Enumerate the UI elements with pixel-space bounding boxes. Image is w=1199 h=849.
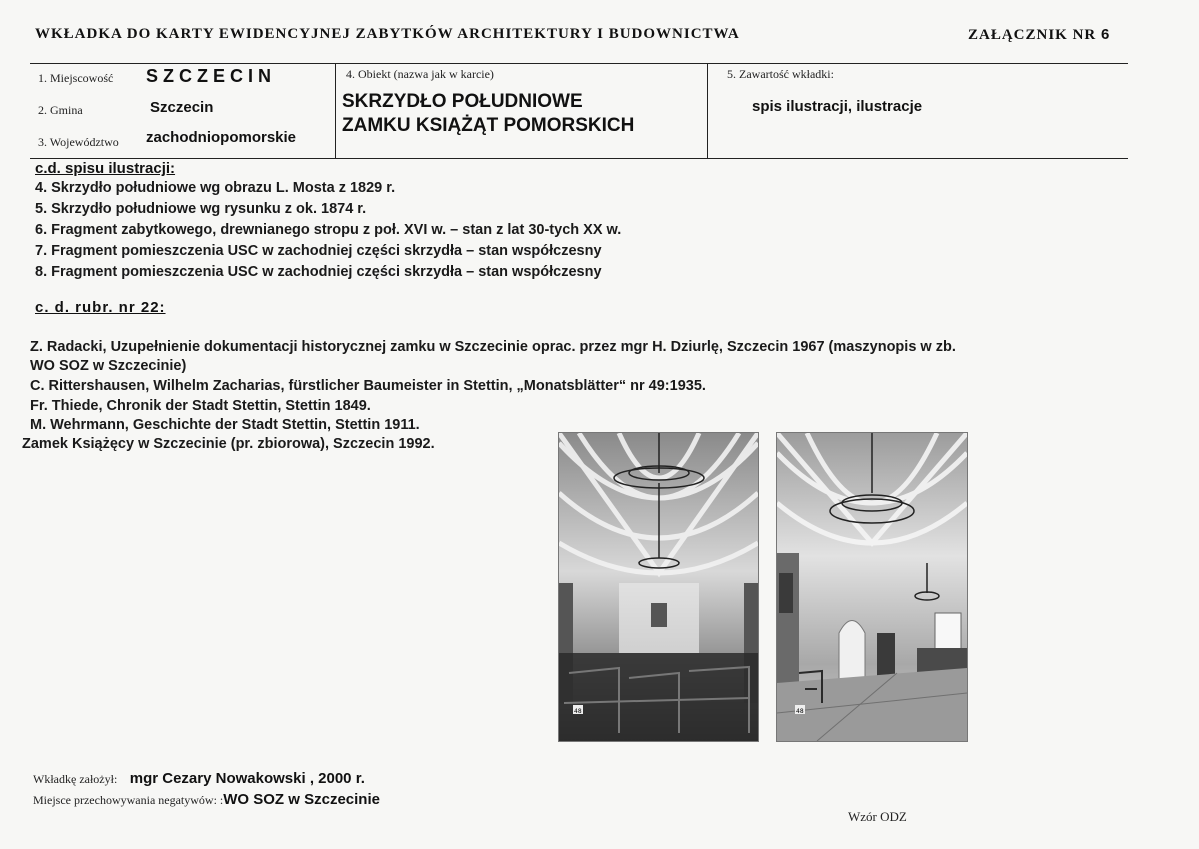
commune-value: Szczecin bbox=[150, 99, 214, 116]
bibliography-heading: c. d. rubr. nr 22: bbox=[35, 299, 166, 316]
vaulted-corridor-photo-icon bbox=[776, 432, 968, 742]
negatives-value: WO SOZ w Szczecinie bbox=[223, 791, 380, 808]
table-bottom-border bbox=[30, 158, 1128, 159]
negatives-row bbox=[33, 791, 380, 809]
column-divider-1 bbox=[335, 63, 336, 159]
negatives-label: Miejsce przechowywania negatywów: : bbox=[33, 793, 224, 807]
locality-value: SZCZECIN bbox=[146, 66, 276, 86]
list-item: 4. Skrzydło południowe wg obrazu L. Mosta z 1829 r. bbox=[35, 180, 396, 196]
author-row bbox=[33, 770, 365, 788]
table-top-border bbox=[30, 63, 1128, 64]
voivodeship-value: zachodniopomorskie bbox=[146, 129, 297, 146]
bibliography-item: Z. Radacki, Uzupełnienie dokumentacji historycznej zamku w Szczecinie oprac. przez mgr H. Dziurlę, Szczecin 1967 (maszynopis w zb. bbox=[30, 339, 956, 355]
annex-label bbox=[968, 26, 1110, 44]
list-item: 8. Fragment pomieszczenia USC w zachodniej części skrzydła – stan współczesny bbox=[35, 264, 602, 280]
illustrations-list bbox=[35, 178, 621, 283]
author-value: mgr Cezary Nowakowski , 2000 r. bbox=[129, 770, 365, 787]
bibliography-item: M. Wehrmann, Geschichte der Stadt Stettin, Stettin 1911. bbox=[30, 417, 420, 433]
annex-number: 6 bbox=[1101, 26, 1111, 43]
object-line-1: SKRZYDŁO POŁUDNIOWE bbox=[342, 91, 583, 112]
contents-value: spis ilustracji, ilustracje bbox=[752, 98, 923, 115]
vaulted-hall-photo-icon bbox=[558, 432, 759, 742]
list-item: 5. Skrzydło południowe wg rysunku z ok. 1874 r. bbox=[35, 201, 367, 217]
bibliography-item: Fr. Thiede, Chronik der Stadt Stettin, Stettin 1849. bbox=[30, 398, 371, 414]
contents-label: 5. Zawartość wkładki: bbox=[727, 67, 834, 81]
list-item: 7. Fragment pomieszczenia USC w zachodniej części skrzydła – stan współczesny bbox=[35, 243, 602, 259]
object-line-2: ZAMKU KSIĄŻĄT POMORSKICH bbox=[342, 115, 635, 136]
annex-label-text: ZAŁĄCZNIK NR bbox=[968, 27, 1097, 43]
photo-tag: 48 bbox=[574, 708, 582, 715]
column-divider-2 bbox=[707, 63, 708, 159]
template-label: Wzór ODZ bbox=[848, 809, 907, 824]
commune-label: 2. Gmina bbox=[38, 103, 83, 117]
illustrations-heading: c.d. spisu ilustracji: bbox=[35, 160, 176, 177]
object-label: 4. Obiekt (nazwa jak w karcie) bbox=[346, 67, 494, 81]
bibliography-item: C. Rittershausen, Wilhelm Zacharias, fürstlicher Baumeister in Stettin, „Monatsblätter“ nr 49:1935. bbox=[30, 378, 706, 394]
photo-tag: 48 bbox=[796, 708, 804, 715]
voivodeship-label: 3. Województwo bbox=[38, 135, 119, 149]
document-title: WKŁADKA DO KARTY EWIDENCYJNEJ ZABYTKÓW ARCHITEKTURY I BUDOWNICTWA bbox=[35, 26, 740, 42]
author-label: Wkładkę założył: bbox=[33, 772, 118, 786]
bibliography-item: Zamek Książęcy w Szczecinie (pr. zbiorowa), Szczecin 1992. bbox=[22, 436, 435, 452]
bibliography-item: WO SOZ w Szczecinie) bbox=[30, 358, 187, 374]
locality-label: 1. Miejscowość bbox=[38, 71, 114, 85]
list-item: 6. Fragment zabytkowego, drewnianego stropu z poł. XVI w. – stan z lat 30-tych XX w. bbox=[35, 222, 622, 238]
